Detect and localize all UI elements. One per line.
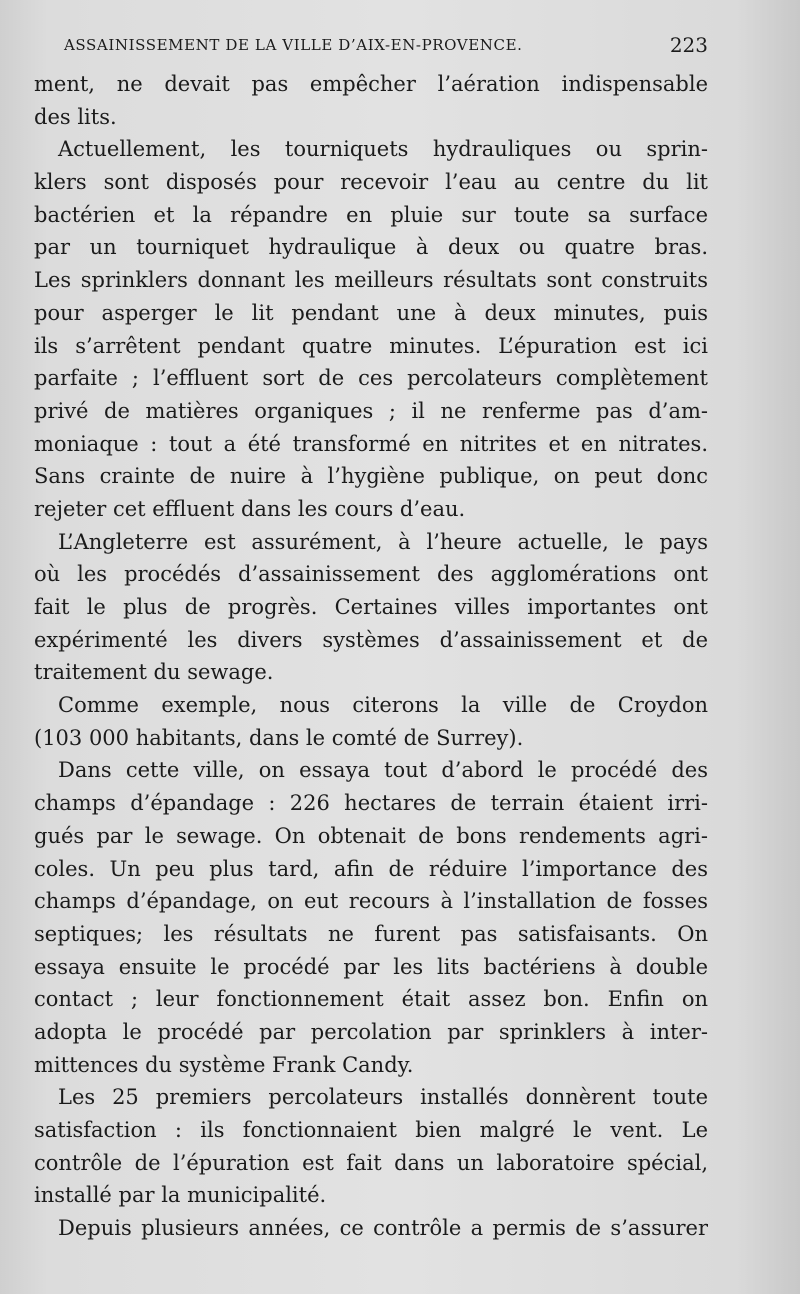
text-line: L’Angleterre est assurément, à l’heure actuelle, le pays: [58, 529, 708, 554]
text-line: moniaque : tout a été transformé en nitrites et en nitrates.: [34, 431, 708, 456]
text-line: coles. Un peu plus tard, afin de réduire l’importance des: [34, 856, 708, 881]
text-line: pour asperger le lit pendant une à deux minutes, puis: [34, 300, 708, 325]
text-line: klers sont disposés pour recevoir l’eau au centre du lit: [34, 170, 708, 195]
text-line: Sans crainte de nuire à l’hygiène publique, on peut donc: [34, 464, 708, 489]
text-line: rejeter cet effluent dans les cours d’eau.: [34, 496, 466, 521]
text-line: ment, ne devait pas empêcher l’aération indispensable: [34, 72, 708, 96]
text-line: septiques; les résultats ne furent pas satisfaisants. On: [34, 921, 708, 946]
page-number: 223: [669, 33, 708, 57]
text-line: Depuis plusieurs années, ce contrôle a permis de s’assurer: [58, 1216, 708, 1241]
text-line: mittences du système Frank Candy.: [34, 1052, 414, 1077]
text-line: bactérien et la répandre en pluie sur toute sa surface: [34, 202, 708, 227]
text-line: fait le plus de progrès. Certaines villes importantes ont: [34, 595, 708, 619]
text-line: Les sprinklers donnant les meilleurs résultats sont construits: [34, 268, 708, 293]
text-line: champs d’épandage, on eut recours à l’installation de fosses: [34, 889, 708, 914]
text-line: où les procédés d’assainissement des agglomérations ont: [34, 562, 708, 587]
text-line: Comme exemple, nous citerons la ville de Croydon: [58, 693, 708, 718]
text-line: installé par la municipalité.: [34, 1183, 327, 1208]
text-line: Dans cette ville, on essaya tout d’abord le procédé des: [58, 758, 708, 783]
text-line: satisfaction : ils fonctionnaient bien malgré le vent. Le: [34, 1118, 708, 1142]
text-line: adopta le procédé par percolation par sprinklers à inter-: [34, 1019, 708, 1044]
text-line: contact ; leur fonctionnement était assez bon. Enfin on: [34, 987, 708, 1012]
text-line: traitement du sewage.: [34, 660, 274, 685]
text-line: Les 25 premiers percolateurs installés donnèrent toute: [58, 1085, 708, 1110]
text-line: champs d’épandage : 226 hectares de terrain étaient irri-: [34, 791, 708, 816]
text-line: parfaite ; l’effluent sort de ces percolateurs complètement: [34, 366, 708, 391]
text-line: des lits.: [34, 104, 117, 129]
text-line: expérimenté les divers systèmes d’assainissement et de: [34, 627, 708, 652]
page-header: [64, 34, 708, 58]
text-line: par un tourniquet hydraulique à deux ou quatre bras.: [34, 235, 708, 260]
text-line: gués par le sewage. On obtenait de bons rendements agri-: [34, 823, 708, 848]
text-line: privé de matières organiques ; il ne renferme pas d’am-: [34, 398, 708, 423]
text-line: Actuellement, les tourniquets hydrauliques ou sprin-: [58, 137, 708, 162]
body-text: [34, 68, 708, 1245]
running-title: ASSAINISSEMENT DE LA VILLE D’AIX-EN-PROVENCE.: [64, 36, 523, 54]
text-line: (103 000 habitants, dans le comté de Surrey).: [34, 725, 524, 750]
text-line: contrôle de l’épuration est fait dans un laboratoire spécial,: [34, 1150, 708, 1175]
text-line: essaya ensuite le procédé par les lits bactériens à double: [34, 954, 708, 979]
text-line: ils s’arrêtent pendant quatre minutes. L’épuration est ici: [34, 333, 708, 358]
